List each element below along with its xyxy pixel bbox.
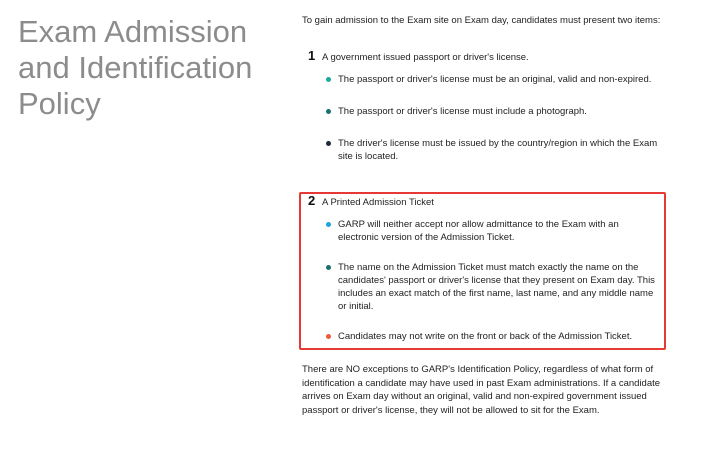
- list-item: [302, 137, 672, 163]
- list-item: [302, 73, 672, 86]
- bullet-dot-icon: [326, 334, 331, 339]
- bullet-text: The passport or driver's license must be an original, valid and non-expired.: [338, 74, 652, 85]
- list-item: [302, 261, 668, 313]
- bullet-text: The driver's license must be issued by the country/region in which the Exam site is located.: [338, 138, 658, 162]
- footer-text: There are NO exceptions to GARP's Identification Policy, regardless of what form of identification a candidate may have used in past Exam administrations. If a candidate arrives on Exam day without an original, valid and non-expired government issued passport or driver's license, they will not be allowed to sit for the Exam.: [302, 364, 661, 416]
- requirement-number: 2: [308, 193, 316, 208]
- requirement-2-bullets: [302, 218, 668, 343]
- bullet-dot-icon: [326, 109, 331, 114]
- bullet-dot-icon: [326, 77, 331, 82]
- requirement-1-heading: [302, 48, 672, 64]
- requirement-number: 1: [308, 48, 316, 63]
- list-item: [302, 105, 672, 118]
- bullet-text: The passport or driver's license must include a photograph.: [338, 106, 587, 117]
- bullet-dot-icon: [326, 141, 331, 146]
- bullet-text: Candidates may not write on the front or back of the Admission Ticket.: [338, 331, 633, 342]
- requirement-2: [302, 193, 668, 343]
- requirement-1-bullets: [302, 73, 672, 163]
- requirement-label: A Printed Admission Ticket: [322, 197, 434, 208]
- requirement-2-heading: [302, 193, 668, 209]
- bullet-dot-icon: [326, 222, 331, 227]
- page-title: Exam Admission and Identification Policy: [18, 14, 253, 121]
- bullet-text: GARP will neither accept nor allow admittance to the Exam with an electronic version of the Admission Ticket.: [338, 219, 619, 243]
- requirement-label: A government issued passport or driver's license.: [322, 52, 529, 63]
- bullet-text: The name on the Admission Ticket must match exactly the name on the candidates' passport or driver's license that they present on Exam day. This includes an exact match of the first name, last name, and any middle name or initial.: [338, 262, 655, 312]
- list-item: [302, 330, 668, 343]
- policy-content: [302, 14, 672, 163]
- requirement-1: [302, 48, 672, 163]
- list-item: [302, 218, 668, 244]
- bullet-dot-icon: [326, 265, 331, 270]
- intro-text: To gain admission to the Exam site on Exam day, candidates must present two items:: [302, 15, 661, 26]
